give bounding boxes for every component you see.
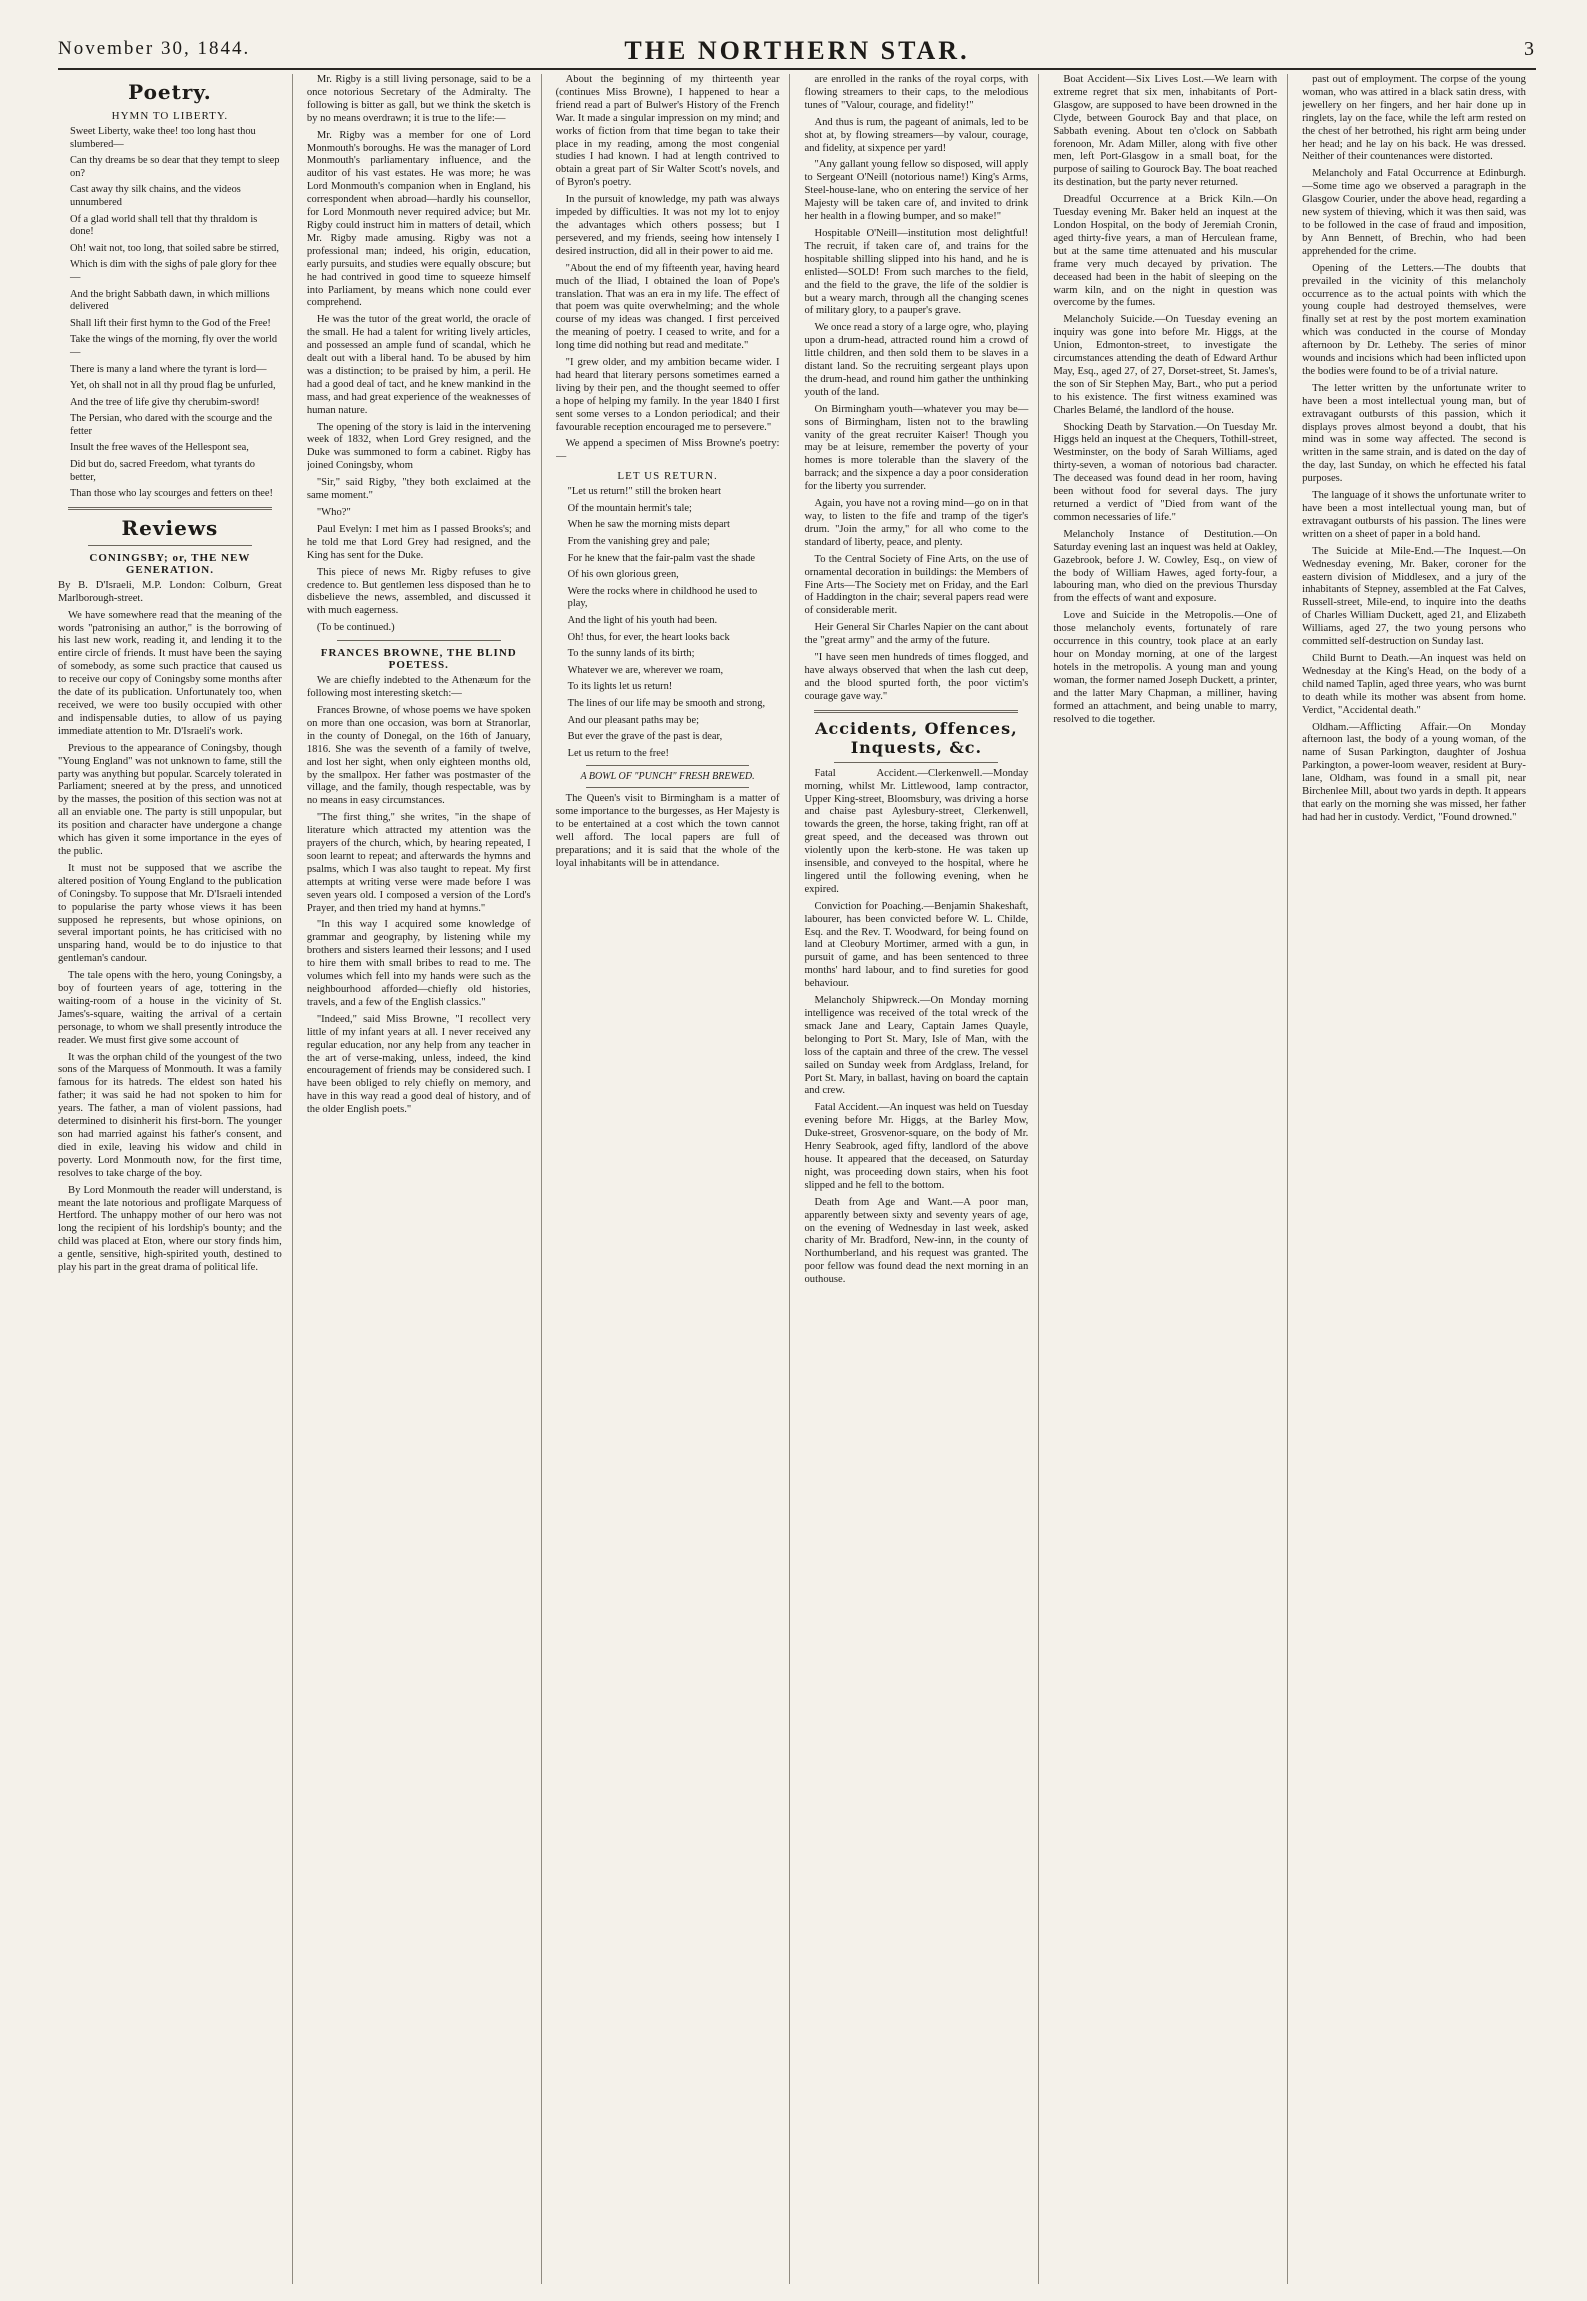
paragraph: Oldham.—Afflicting Affair.—On Monday afternoon last, the body of a young woman, of the name of Susan Parkington, daughter of Joshua Parkington, a power-loom weaver, resident at Bury-lane, Oldham, was found in a small pit, near Birchenlee Mill, about two yards in depth. It appears that early on the morning she was missed, her father had had her in custody. Verdict, "Found drowned." bbox=[1302, 721, 1526, 823]
poem-line: And the bright Sabbath dawn, in which millions delivered bbox=[70, 288, 270, 313]
paragraph: It was the orphan child of the youngest of the two sons of the Marquess of Monmouth. It was a family famous for its hatreds. The eldest son hated his father; it was said he had not spoken to him for years. The father, a man of violent passions, had determined to disinherit his first-born. The younger son had married against his father's consent, and died in exile, leaving his widow and child in poverty. Lord Monmouth now, for the first time, resolves to take charge of the boy. bbox=[58, 1051, 282, 1179]
review-continued bbox=[307, 74, 531, 635]
paragraph: "Sir," said Rigby, "they both exclaimed at the same moment." bbox=[306, 477, 531, 502]
masthead bbox=[58, 36, 1536, 70]
paragraph: Hospitable O'Neill—institution most delightful! The recruit, if taken care of, and trains for the hospitable shilling slipped into his hand, and he is enlisted—SOLD! From such marches to the field, and the field to the grave, the life of the soldier is but a weary march, through all the changing scenes of military glory, to a pauper's grave. bbox=[804, 227, 1029, 317]
column-container bbox=[58, 74, 1536, 2284]
poem-line: And the tree of life give thy cherubim-sword! bbox=[70, 396, 260, 408]
paragraph: Again, you have not a roving mind—go on in that way, to listen to the fife and tramp of the tiger's drum. "Join the army," for all who come to the standard of liberty, peace, and plenty. bbox=[804, 498, 1029, 548]
poem-line: Whatever we are, wherever we roam, bbox=[567, 664, 724, 676]
paragraph: To the Central Society of Fine Arts, on the use of ornamental decoration in buildings: the Members of Fine Arts—The Society met on Friday, and the Earl of Haddington in the chair; several papers read were of considerable merit. bbox=[804, 553, 1029, 617]
paragraph: Mr. Rigby was a member for one of Lord Monmouth's boroughs. He was the manager of Lord Monmouth's parliamentary influence, and the auditor of his vast estates. He was more; he was Lord Monmouth's companion when in England, his correspondent when abroad—hardly his counsellor, for Lord Monmouth never required advice; but Mr. Rigby could instruct him in matters of detail, which Mr. Rigby made amusing. Rigby was not a professional man; indeed, his origin, education, early pursuits, and studies were equally obscure; but he had contrived in good time to squeeze himself into Parliament, by means which none could ever comprehend. bbox=[306, 129, 531, 309]
paragraph: And thus is rum, the pageant of animals, led to be shot at, by flowing streamers—by valour, courage, and fidelity, at sixpence per yard! bbox=[804, 116, 1029, 154]
paragraph: Fatal Accident.—An inquest was held on Tuesday evening before Mr. Higgs, at the Barley Mow, Duke-street, Grosvenor-square, on the body of Mr. Henry Seabrook, aged fifty, landlord of the above house. It appeared that the deceased, on Saturday night, was proceeding down stairs, when his foot slipped and he fell to the bottom. bbox=[804, 1102, 1029, 1191]
paragraph: Mr. Rigby is a still living personage, said to be a once notorious Secretary of the Admiralty. The following is bitter as gall, but we think the sketch is by no means overdrawn; it is true to the life:— bbox=[306, 74, 531, 124]
review-byline: By B. D'Israeli, M.P. London: Colburn, Great Marlborough-street. bbox=[58, 579, 282, 604]
paragraph: The tale opens with the hero, young Coningsby, a boy of fourteen years of age, tottering in the waiting-room of a house in the vicinity of St. James's-square, waiting the arrival of a certain personage, to whom we shall presently introduce the reader. We must first give some account of bbox=[58, 970, 282, 1046]
poem-line: Can thy dreams be so dear that they tempt to sleep on? bbox=[70, 155, 280, 179]
paragraph: On Birmingham youth—whatever you may be—sons of Birmingham, listen not to the brawling vanity of the great recruiter Kaiser! Though you may be at leisure, remember the poverty of your homes is more tolerable than the slavery of the barrack; and the sixpence a day a poor consideration for the liberty you surrender. bbox=[804, 403, 1029, 493]
paragraph: We once read a story of a large ogre, who, playing upon a drum-head, attracted round him a crowd of little children, and then sold them to be slaves in a distant land. So the recruiting sergeant plays upon the drum-head, and round him gather the unthinking youth of the land. bbox=[804, 322, 1029, 398]
article-body bbox=[307, 675, 531, 1117]
divider bbox=[586, 787, 750, 788]
paragraph: Opening of the Letters.—The doubts that prevailed in the vicinity of this melancholy occurrence as to the actual points with which the young couple had destroyed themselves, were finally set at rest by the post mortem examination which was conducted in the course of Monday afternoon by Dr. Letheby. The series of minor wounds and incisions which had been inflicted upon the bodies were found to be of a trivial nature. bbox=[1302, 262, 1526, 377]
poem-line: Cast away thy silk chains, and the videos unnumbered bbox=[70, 184, 241, 208]
poem-line: Oh! thus, for ever, the heart looks back bbox=[567, 631, 730, 643]
poem-line: And our pleasant paths may be; bbox=[567, 714, 699, 726]
poem-line: Let us return to the free! bbox=[567, 747, 669, 759]
review-title: CONINGSBY; or, THE NEW GENERATION. bbox=[89, 551, 251, 576]
paragraph: It must not be supposed that we ascribe the altered position of Young England to the publication of Coningsby. To suppose that Mr. D'Israeli intended to popularise the party whose views it has been supposed he represents, but whose opinions, on several important points, he has criticised with no unsparing hand, would be to do injustice to that gentleman's candour. bbox=[58, 862, 282, 965]
section-heading-poetry: Poetry. bbox=[128, 80, 212, 104]
paragraph: Melancholy Shipwreck.—On Monday morning intelligence was received of the total wreck of the smack Jane and Leary, Captain James Quayle, belonging to Port St. Mary, Isle of Man, with the loss of the captain and three of the crew. The vessel sailed on Sunday week from Ardglass, Ireland, for Port St. Mary, in ballast, having on board the captain and crew. bbox=[804, 995, 1029, 1097]
paragraph: The Queen's visit to Birmingham is a matter of some importance to the burgesses, as Her Majesty is to be entertained at a cost which the town cannot well afford. The local papers are full of preparations; and it is said that the whole of the loyal inhabitants will be in attendance. bbox=[555, 793, 780, 869]
poem-line: Of his own glorious green, bbox=[567, 569, 679, 581]
paragraph: past out of employment. The corpse of the young woman, who was attired in a black satin dress, with jewellery on her fingers, and her hair done up in ringlets, lay on the face, while the left arm rested on the chest of her betrothed, his right arm being under her head; and he lay on his back. He was dressed. Neither of their countenances were distorted. bbox=[1302, 74, 1526, 163]
paragraph: are enrolled in the ranks of the royal corps, with flowing streamers to their caps, to the melodious tunes of "Valour, courage, and fidelity!" bbox=[804, 74, 1029, 111]
paragraph: Death from Age and Want.—A poor man, apparently between sixty and seventy years of age, on the evening of Wednesday in last week, asked charity of Mr. Bradford, New-inn, in the county of Northumberland, and his request was granted. The poor fellow was found dead the next morning in an outhouse. bbox=[804, 1196, 1029, 1286]
poem-line: To the sunny lands of its birth; bbox=[567, 648, 695, 660]
divider bbox=[68, 507, 272, 510]
divider bbox=[586, 765, 750, 766]
divider bbox=[814, 710, 1018, 713]
column-3 bbox=[556, 74, 791, 2284]
paragraph: (To be continued.) bbox=[316, 622, 395, 634]
paragraph: About the beginning of my thirteenth year (continues Miss Browne), I happened to hear a friend read a part of Bulwer's History of the French War. It made a singular impression on my mind; and works of fiction from that time began to take their place in my reading, among the most congenial studies I had known. I had at length contrived to obtain a great part of Sir Walter Scott's novels, and of Byron's poetry. bbox=[555, 74, 780, 189]
poem-line: Shall lift their first hymn to the God of the Free! bbox=[70, 317, 271, 329]
paragraph: The letter written by the unfortunate writer to have been a most intellectual young man, but of extravagant outbursts of this passion, which it displays proves almost beyond a doubt, that his mind was in some way affected. The second is written in the same strain, and is dated on the day of the day, last Sunday, on which he effected his fatal purposes. bbox=[1302, 382, 1526, 485]
poem-line: Than those who lay scourges and fetters on thee! bbox=[70, 488, 273, 500]
divider bbox=[834, 762, 998, 763]
poem-line: For he knew that the fair-palm vast the shade bbox=[567, 552, 755, 564]
poem-title: HYMN TO LIBERTY. bbox=[111, 110, 229, 122]
paragraph: This piece of news Mr. Rigby refuses to give credence to. But gentlemen less disposed than he to disbelieve the news, assembled, and discussed it with much eagerness. bbox=[306, 566, 531, 617]
poem-line: Of a glad world shall tell that thy thraldom is done! bbox=[70, 213, 258, 238]
poem-line: Insult the free waves of the Hellespont sea, bbox=[70, 442, 249, 454]
divider bbox=[88, 545, 252, 546]
paragraph: Melancholy Instance of Destitution.—On Saturday evening last an inquest was held at Oakley, Gazebrook, before J. W. Cowley, Esq., on view of the body of William Hawes, aged forty-four, a labouring man, who died on the previous Thursday from the effects of want and exposure. bbox=[1053, 528, 1278, 605]
column-1 bbox=[58, 74, 293, 2284]
poem-line: Sweet Liberty, wake thee! too long hast thou slumbered— bbox=[70, 126, 256, 150]
poem-line: Of the mountain hermit's tale; bbox=[567, 502, 692, 514]
poem-line: There is many a land where the tyrant is lord— bbox=[70, 363, 267, 375]
paragraph: "Indeed," said Miss Browne, "I recollect very little of my infant years at all. I never received any regular education, nor any help from any teacher in the art of verse-making, unless, indeed, the kind encouragement of friends may be considered such. I have been obliged to rely chiefly on memory, and have in this way read a good deal of history, and of the older English poets." bbox=[306, 1013, 531, 1116]
review-body bbox=[58, 610, 282, 1275]
poem-line: And the light of his youth had been. bbox=[567, 615, 718, 627]
poem-body bbox=[58, 126, 282, 501]
paragraph: The opening of the story is laid in the intervening week of 1832, when Lord Grey resigned, and the Duke was summoned to form a cabinet. Rigby has joined Coningsby, whom bbox=[306, 421, 531, 472]
paragraph: "I grew older, and my ambition became wider. I had heard that literary persons sometimes earned a living by their pen, and the thought seemed to offer a hope of helping my family. In the year 1840 I first sent some verses to a London periodical; and their favourable reception encouraged me to persevere." bbox=[555, 357, 780, 433]
poem-title: LET US RETURN. bbox=[617, 470, 718, 483]
paragraph: Frances Browne, of whose poems we have spoken on more than one occasion, was born at Stranorlar, in the county of Donegal, on the 16th of January, 1816. She was the seventh of a family of twelve, and lost her sight, when only eighteen months old, by the smallpox. Her father was postmaster of the village, and the family, though respectable, was by no means in easy circumstances. bbox=[306, 704, 531, 807]
paragraph: "In this way I acquired some knowledge of grammar and geography, by listening while my brothers and sisters learned their lessons; and I used to hire them with small bribes to read to me. The volumes which fell into my hands were such as the neighbourhood afforded—chiefly old histories, travels, and a few of the English classics." bbox=[306, 919, 531, 1008]
poem-line: Take the wings of the morning, fly over the world— bbox=[70, 334, 278, 358]
paragraph: We have somewhere read that the meaning of the words "patronising an author," is the borrowing of his last new work, reading it, and lending it to the entire circle of friends. It must have been the saying of somebody, as some such practice that caused us to receive our copy of Coningsby some months after the date of its publication. Unfortunately too, when received, we were too busily occupied with other and indispensable duties, to allow of us paying immediate attention to Mr. D'Israeli's work. bbox=[58, 609, 282, 737]
poem-line: Oh! wait not, too long, that soiled sabre be stirred, bbox=[70, 242, 279, 254]
paragraph: In the pursuit of knowledge, my path was always impeded by difficulties. It was not my lot to enjoy the advantages which others possess; but I persevered, and my friends, seeing how intensely I desired instruction, did all in their power to aid me. bbox=[555, 194, 780, 257]
subheading: A BOWL OF "PUNCH" FRESH BREWED. bbox=[580, 771, 755, 783]
paragraph: The language of it shows the unfortunate writer to have been a most intellectual young man, but of extravagant outbursts of his passion. The lines were written on a sheet of paper in a bold hand. bbox=[1302, 490, 1526, 540]
paragraph: Child Burnt to Death.—An inquest was held on Wednesday at the King's Head, on the body of a child named Taplin, aged three years, who was burnt to death while its mother was absent from home. Verdict, "Accidental death." bbox=[1302, 652, 1526, 716]
paragraph: We append a specimen of Miss Browne's poetry:— bbox=[555, 438, 780, 463]
paragraph: "About the end of my fifteenth year, having heard much of the Iliad, I obtained the loan of Pope's translation. That was an era in my life. The effect of that poem was quite overwhelming; and the whole course of my ideas was changed. I first perceived the meaning of poetry. I ceased to write, and for a long time did nothing but read and meditate." bbox=[555, 262, 780, 352]
column-4 bbox=[804, 74, 1039, 2284]
poem-line: When he saw the morning mists depart bbox=[567, 519, 730, 531]
paragraph: We are chiefly indebted to the Athenæum for the following most interesting sketch:— bbox=[306, 675, 531, 700]
article-continued bbox=[556, 74, 780, 464]
section-heading-reviews: Reviews bbox=[121, 515, 219, 540]
masthead-date: November 30, 1844. bbox=[58, 38, 251, 59]
poem-line: But ever the grave of the past is dear, bbox=[567, 731, 723, 743]
paragraph: Melancholy and Fatal Occurrence at Edinburgh.—Some time ago we observed a paragraph in the Glasgow Courier, under the above head, regarding a new system of thieving, which it was then said, was to be followed in the case of fraud and imposition, by Ann Bennett, of Brechin, who had been apprehended for the crime. bbox=[1302, 168, 1526, 257]
paragraph: The Suicide at Mile-End.—The Inquest.—On Wednesday evening, Mr. Baker, coroner for the eastern division of Middlesex, and a jury of the inhabitants of Stepney, assembled at the Fat Calves, Russell-street, Mile-end, to inquire into the deaths of Charles William Duckett, aged 21, and Elizabeth Williams, aged 27, the two young persons who committed self-destruction on Sunday last. bbox=[1302, 545, 1526, 648]
poem-line: "Let us return!" still the broken heart bbox=[567, 486, 721, 498]
paragraph: Shocking Death by Starvation.—On Tuesday Mr. Higgs held an inquest at the Chequers, Tothill-street, Westminster, on the body of Sarah Williams, aged thirty-seven, a woman of notorious bad character. The deceased was found dead in her room, having been without food for several days. The jury returned a verdict of "Died from want of the common necessaries of life." bbox=[1053, 421, 1278, 523]
section-heading-accidents: Accidents, Offences, Inquests, &c. bbox=[815, 718, 1018, 757]
column-5 bbox=[1053, 74, 1288, 2284]
paragraph: "Any gallant young fellow so disposed, will apply to Sergeant O'Neill (notorious name!) King's Arms, Steel-house-lane, who on entering the service of her Majesty will be taken care of, and invited to drink her health in a flowing bumper, and so make!" bbox=[804, 159, 1029, 223]
poem-line: Yet, oh shall not in all thy proud flag be unfurled, bbox=[70, 380, 276, 392]
masthead-page-number: 3 bbox=[1524, 38, 1536, 60]
paragraph: Previous to the appearance of Coningsby, though "Young England" was not unknown to fame, still the party was anything but popular. Scarcely tolerated in Parliament; sneered at by the press, and unnoticed by the masses, the position of this section was not at all an enviable one. The party is still unpopular, but its position and character have undergone a change which has given it some importance in the eyes of the public. bbox=[58, 742, 282, 857]
accidents-body bbox=[804, 768, 1028, 1287]
paragraph: Fatal Accident.—Clerkenwell.—Monday morning, whilst Mr. Littlewood, lamp contractor, Upper King-street, Bloomsbury, was driving a horse and chaise past Aylesbury-street, Clerkenwell, towards the green, the horse, taking fright, ran off at great speed, and the deceased was thrown out violently upon the kerb-stone. He was taken up insensible, and conveyed to the hospital, where he lingered until the following evening, when he expired. bbox=[804, 767, 1029, 895]
poem-line: Were the rocks where in childhood he used to play, bbox=[567, 585, 758, 610]
paragraph: "The first thing," she writes, "in the shape of literature which attracted my attention was the prayers of the church, which, by hearing repeated, I soon learnt to repeat; and afterwards the hymns and psalms, which I was also taught to repeat. My first attempts at writing verse were made before I was seven years old. I composed a version of the Lord's Prayer, and then tried my hand at hymns." bbox=[306, 812, 531, 914]
paragraph: He was the tutor of the great world, the oracle of the small. He had a talent for writing lively articles, and possessed an ample fund of scandal, which he dealt out with a liberal hand. To be abused by him was a distinction; to be praised by him, a peril. He had a good deal of tact, and he knew mankind in the mass, and had great experience of the weaknesses of human nature. bbox=[306, 314, 531, 416]
poem-line: Which is dim with the sighs of pale glory for thee— bbox=[70, 259, 277, 283]
paragraph: Conviction for Poaching.—Benjamin Shakeshaft, labourer, has been convicted before W. L. Childe, Esq. and the Rev. T. Woodward, for being found on land at Cleobury Mortimer, armed with a gun, in pursuit of game, and has been sentenced to three months' hard labour, and to find sureties for good behaviour. bbox=[804, 900, 1029, 990]
poem-line: To its lights let us return! bbox=[567, 681, 673, 693]
accidents-continued bbox=[1053, 74, 1277, 726]
poem-body bbox=[556, 486, 780, 760]
paragraph: Heir General Sir Charles Napier on the cant about the "great army" and the army of the future. bbox=[804, 622, 1029, 647]
poem-line: From the vanishing grey and pale; bbox=[567, 536, 710, 548]
paragraph: "Who?" bbox=[316, 507, 351, 518]
poem-line: The lines of our life may be smooth and strong, bbox=[567, 698, 766, 709]
paragraph: By Lord Monmouth the reader will understand, is meant the late notorious and profligate Marquess of Hertford. The unhappy mother of our hero was not long the recipient of his lordship's bounty; and the child was placed at Eton, where our story finds him, a gentle, sensitive, high-spirited youth, destined to play his part in the great drama of political life. bbox=[58, 1184, 282, 1274]
paragraph: Dreadful Occurrence at a Brick Kiln.—On Tuesday evening Mr. Baker held an inquest at the London Hospital, on the body of Jeremiah Cronin, aged thirty-five years, a man of Herculean frame, but at the same time attenuated and his muscular frame very much decayed by privation. The deceased had been in the habit of sleeping on the warm kiln, and on the night in question was overcome by the fumes. bbox=[1053, 194, 1278, 309]
poem-line: The Persian, who dared with the scourge and the fetter bbox=[70, 413, 273, 437]
paragraph: Love and Suicide in the Metropolis.—One of those melancholy events, fortunately of rare occurrence in this country, took place at an early hour on Monday morning, at one of the largest hotels in the metropolis. A young man and young woman, the former named Joseph Duckett, a printer, and the latter Mary Chapman, a milliner, having formed an attachment, and being unable to marry, resolved to die together. bbox=[1053, 610, 1278, 725]
paragraph: "I have seen men hundreds of times flogged, and have always observed that when the lash cut deep, and the blood spurted forth, the poor victim's courage gave way." bbox=[804, 652, 1029, 702]
paragraph: Paul Evelyn: I met him as I passed Brooks's; and he told me that Lord Grey had resigned, and the King has sent for the Duke. bbox=[306, 523, 531, 561]
paragraph: Boat Accident—Six Lives Lost.—We learn with extreme regret that six men, inhabitants of Port-Glasgow, are supposed to have been drowned in the Clyde, between Gourock Bay and that place, on Sabbath evening. About ten o'clock on Sabbath forenoon, Mr. Adam Miller, along with five other men, left Port-Glasgow in a small boat, for the purpose of sailing to Gourock Bay. The boat reached its destination, but the party never returned. bbox=[1053, 74, 1278, 189]
column-2 bbox=[307, 74, 542, 2284]
column-6 bbox=[1302, 74, 1536, 2284]
accidents-continued bbox=[1302, 74, 1526, 825]
paragraph: Melancholy Suicide.—On Tuesday evening an inquiry was gone into before Mr. Higgs, at the Union, Edmonton-street, to investigate the circumstances attending the death of Edward Arthur May, Esq., aged 27, of 27, Dorset-street, St. James's, the son of Sir Stephen May, Bart., who put a period to his existence. The first witness examined was Charles Belamé, the landlord of the house. bbox=[1053, 314, 1278, 416]
article-body bbox=[804, 74, 1028, 704]
poem-line: Did but do, sacred Freedom, what tyrants do better, bbox=[70, 459, 255, 483]
article-title: FRANCES BROWNE, THE BLIND POETESS. bbox=[320, 647, 517, 672]
masthead-title: THE NORTHERN STAR. bbox=[624, 36, 970, 65]
divider bbox=[337, 640, 501, 641]
